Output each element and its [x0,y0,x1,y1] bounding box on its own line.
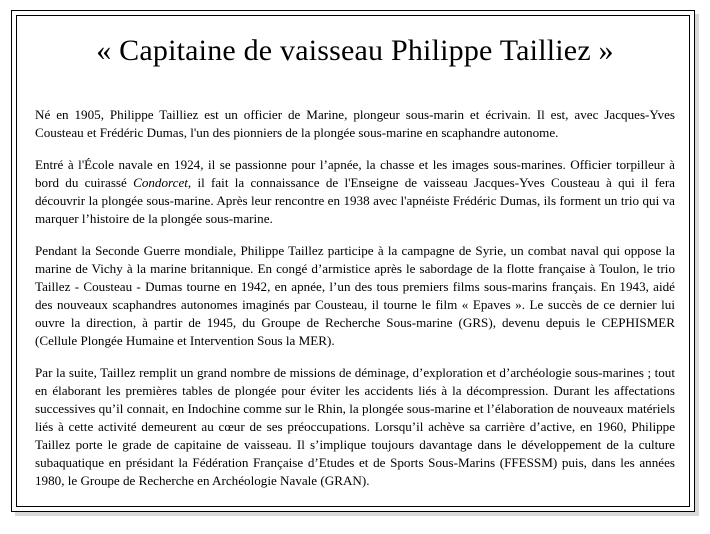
document-title: « Capitaine de vaisseau Philippe Tailliez » [96,34,614,67]
paragraph-naval-school-end: , il fait la connaissance de l'Enseigne de vaisseau Jacques-Yves Cousteau à qui il fera découvrir la plongée sous-marine. Après leur rencontre en 1938 avec l'apnéiste Frédéric Dumas, ils forment un trio qui va marquer l’histoire de la plongée sous-marine. [35,175,675,226]
paragraph-naval-school [35,156,675,228]
document-body [35,106,675,504]
paragraph-naval-school-start: Entré à l'École navale en 1924, il se passionne pour l’apnée, la chasse et les images sous-marines. Officier torpilleur à bord du cuirassé [35,157,675,190]
ship-name-condorcet: Condorcet [133,175,188,190]
frame-shadow-bottom [15,512,699,516]
paragraph-war: Pendant la Seconde Guerre mondiale, Philippe Taillez participe à la campagne de Syrie, un combat naval qui oppose la marine de Vichy à la marine britannique. En congé d’armistice après le sabordage de la flotte française à Toulon, le trio Taillez - Cousteau - Dumas tourne en 1942, en apnée, l’un des tous premiers films sous-marins français. En 1943, aidé des nouveaux scaphandres autonomes imaginés par Cousteau, il tourne le film « Epaves ». Le succès de ce dernier lui ouvre la direction, à partir de 1945, du Groupe de Recherche Sous-marine (GRS), devenu depuis le CEPHISMER (Cellule Plongée Humaine et Intervention Sous la MER). [35,243,675,348]
frame-shadow-right [695,14,699,516]
paragraph-career: Par la suite, Taillez remplit un grand nombre de missions de déminage, d’exploration et d’archéologie sous-marines ; tout en élaborant les premières tables de plongée pour éviter les accidents liés à la décompression. Durant les affectations successives qu’il connait, en Indochine comme sur le Rhin, la plongée sous-marine et l’élaboration de nouveaux matériels liés à cette activité demeurent au cœur de ses préoccupations. Lorsqu’il achève sa carrière d’active, en 1960, Philippe Taillez porte le grade de capitaine de vaisseau. Il s’implique toujours davantage dans le développement de la culture subaquatique en présidant la Fédération Française d’Etudes et de Sports Sous-Marins (FFESSM) puis, dans les années 1980, le Groupe de Recherche en Archéologie Navale (GRAN). [35,365,675,488]
paragraph-birth: Né en 1905, Philippe Tailliez est un officier de Marine, plongeur sous-marin et écrivain. Il est, avec Jacques-Yves Cousteau et Frédéric Dumas, l'un des pionniers de la plongée sous-marine en scaphandre autonome. [35,107,675,140]
